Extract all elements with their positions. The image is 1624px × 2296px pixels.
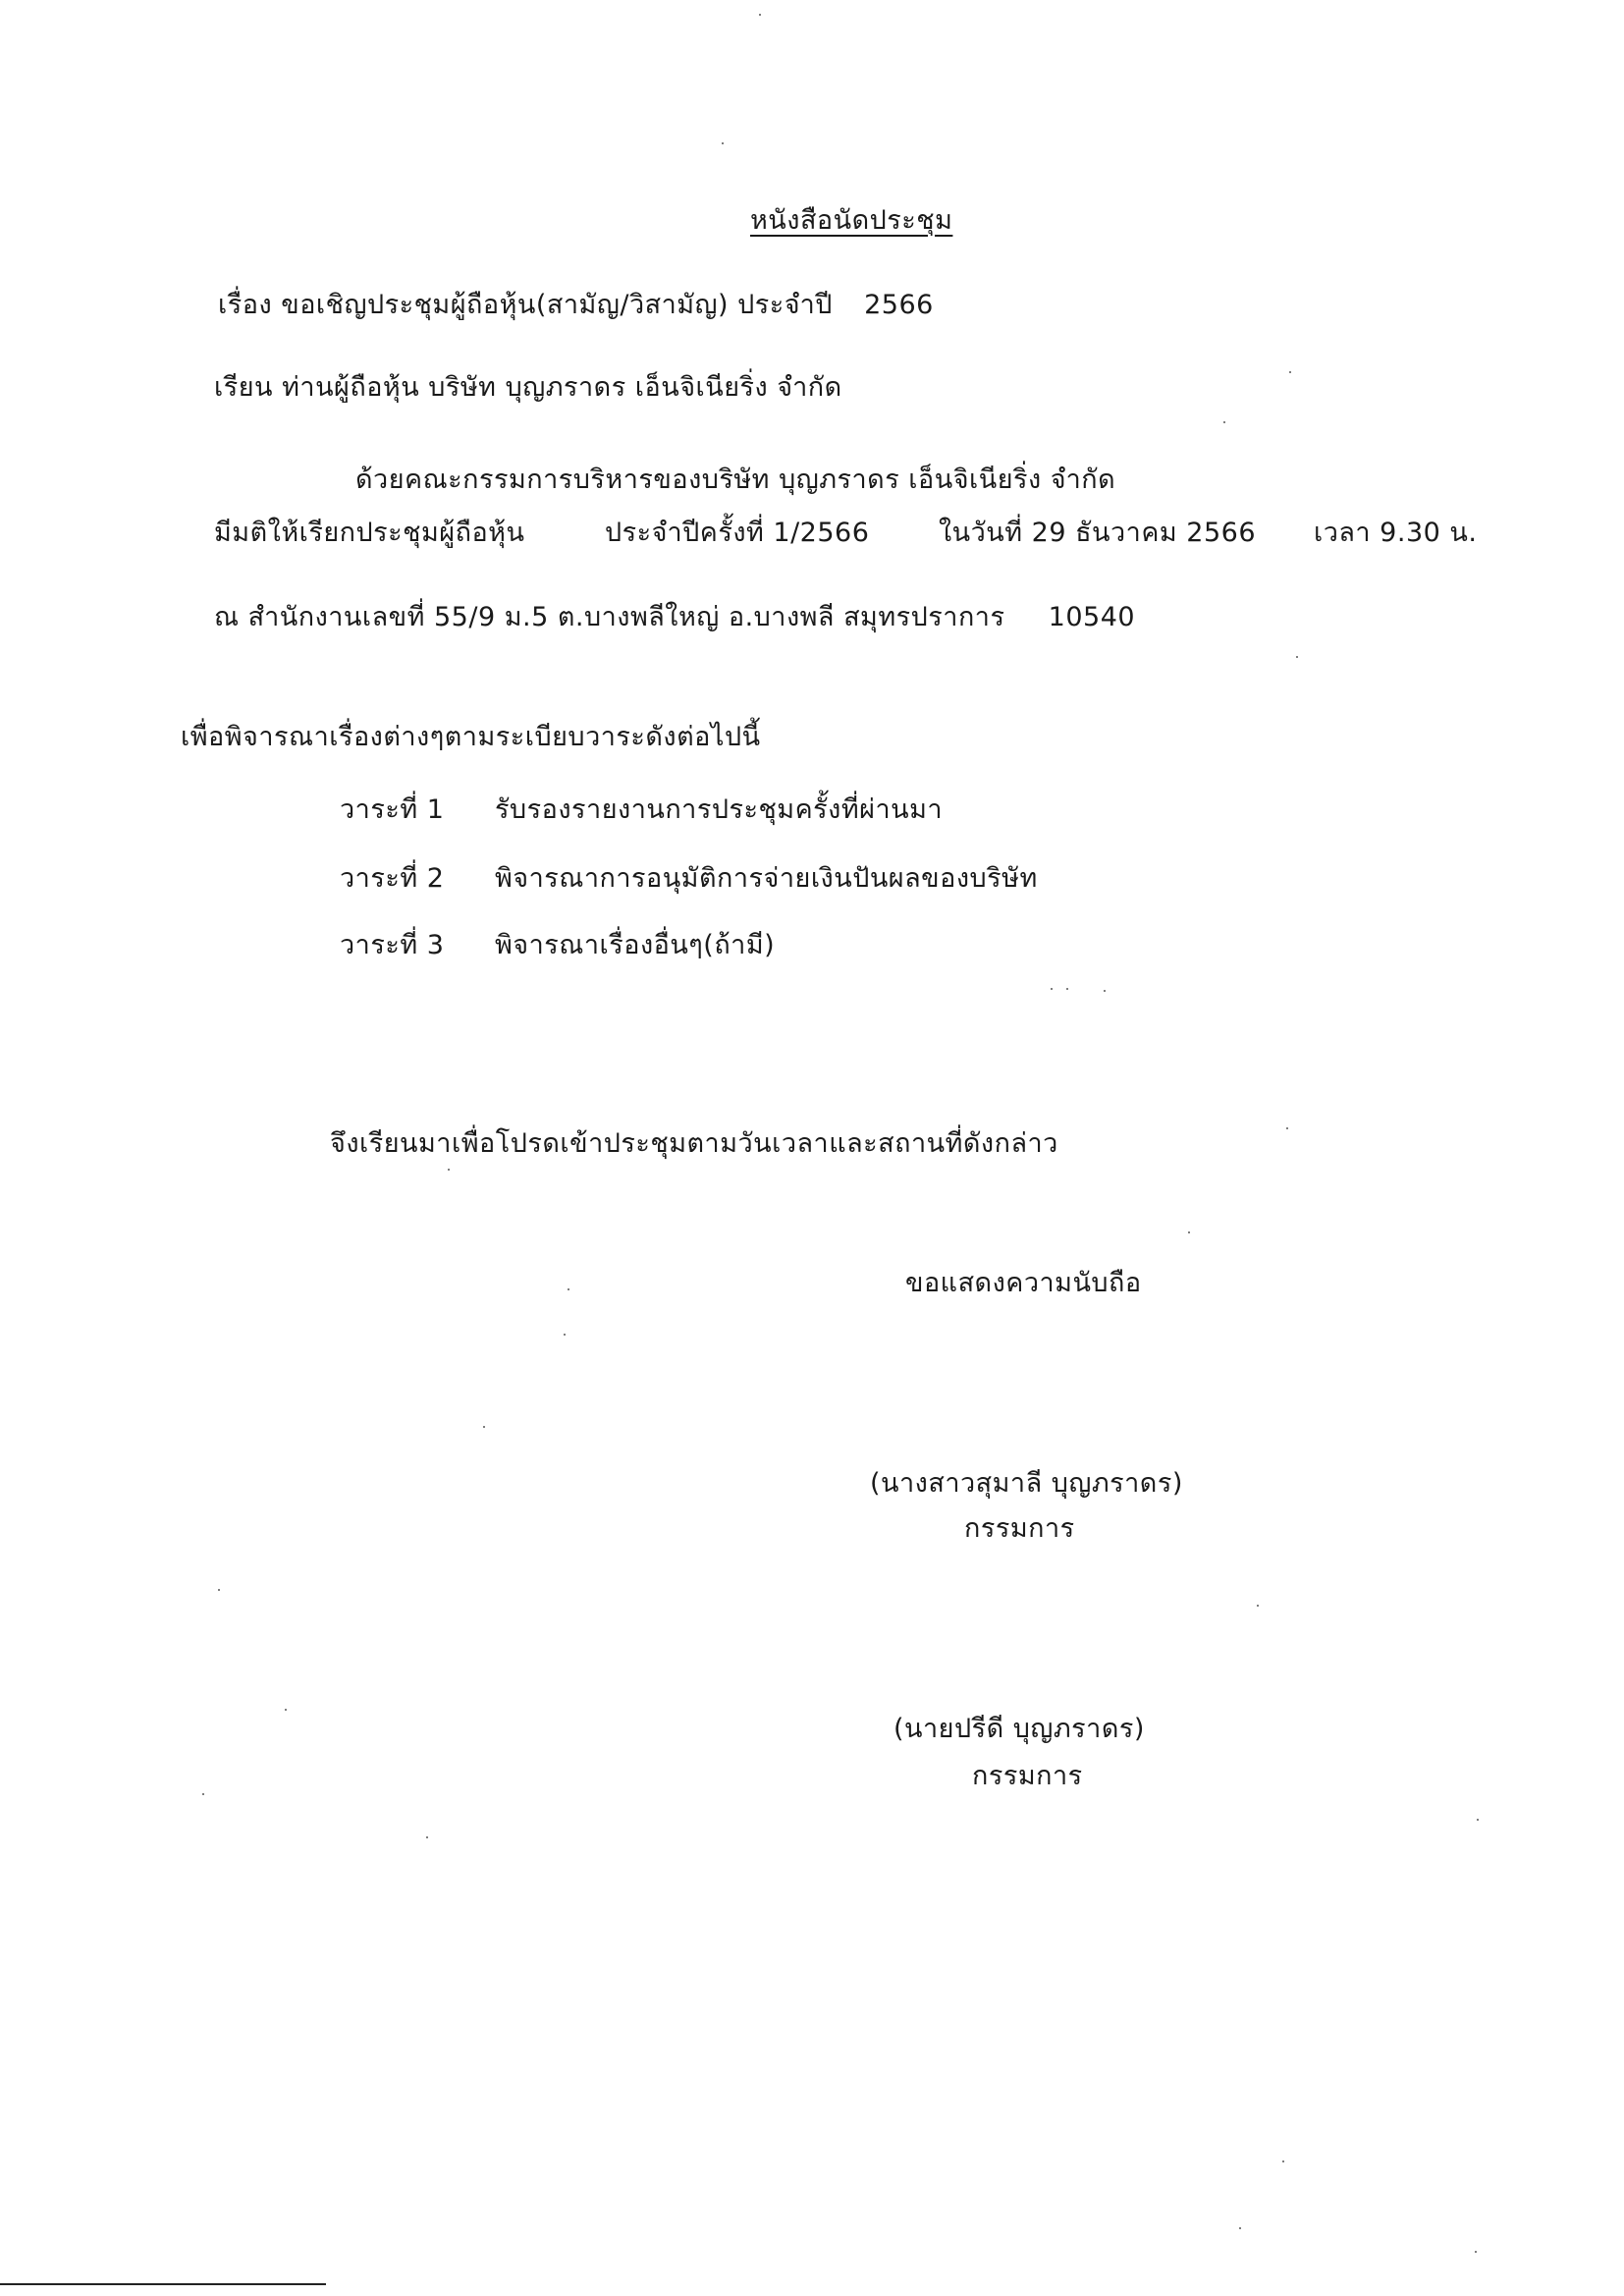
scan-speck — [1286, 1127, 1288, 1129]
subject-year: 2566 — [864, 290, 934, 320]
signatory-name: (นายปรีดี บุญภราดร) — [893, 1714, 1145, 1744]
document-title: หนังสือนัดประชุม — [750, 205, 953, 236]
scan-speck — [564, 1334, 566, 1336]
scan-edge-rule — [0, 2283, 326, 2285]
agenda-item — [340, 793, 944, 827]
scan-speck — [1239, 2227, 1241, 2229]
to-label: เรียน — [214, 372, 274, 403]
scan-speck — [483, 1426, 485, 1428]
scan-speck — [426, 1836, 428, 1838]
scan-speck — [1257, 1605, 1259, 1607]
agenda-item-label: วาระที่ 3 — [340, 930, 445, 960]
signatory-name: (นางสาวสุมาลี บุญภราดร) — [870, 1468, 1183, 1499]
agenda-item-text: รับรองรายงานการประชุมครั้งที่ผ่านมา — [495, 794, 944, 825]
scan-speck — [1289, 371, 1291, 373]
agenda-intro: เพื่อพิจารณาเรื่องต่างๆตามระเบียบวาระดังต่อไปนี้ — [181, 722, 761, 752]
agenda-item-label: วาระที่ 1 — [340, 794, 445, 825]
scan-speck — [722, 142, 724, 144]
subject-text: ขอเชิญประชุมผู้ถือหุ้น(สามัญ/วิสามัญ) ประจำปี — [281, 290, 833, 320]
body-line-1: ด้วยคณะกรรมการบริหารของบริษัท บุญภราดร เอ็นจิเนียริ่ง จำกัด — [355, 465, 1116, 495]
scan-speck — [448, 1169, 450, 1171]
scan-speck — [1296, 656, 1298, 658]
scan-speck — [1223, 421, 1225, 423]
body-line-2 — [214, 517, 1530, 550]
scan-speck — [218, 1589, 220, 1591]
agenda-item — [340, 862, 1038, 896]
signatory-position: กรรมการ — [972, 1761, 1083, 1791]
agenda-item-text: พิจารณาเรื่องอื่นๆ(ถ้ามี) — [495, 930, 776, 960]
scan-speck — [1477, 1819, 1479, 1821]
scan-speck — [1475, 2251, 1477, 2253]
agenda-item-text: พิจารณาการอนุมัติการจ่ายเงินปันผลของบริษัท — [495, 863, 1038, 894]
body-line-2-d: เวลา 9.30 น. — [1314, 518, 1478, 548]
agenda-item-label: วาระที่ 2 — [340, 863, 445, 894]
closing-statement: จึงเรียนมาเพื่อโปรดเข้าประชุมตามวันเวลาและสถานที่ดังกล่าว — [330, 1128, 1058, 1159]
scan-speck — [285, 1709, 287, 1711]
body-line-3-a: ณ สำนักงานเลขที่ 55/9 ม.5 ต.บางพลีใหญ่ อ.บางพลี สมุทรปราการ — [214, 602, 1005, 632]
body-line-2-b: ประจำปีครั้งที่ 1/2566 — [605, 518, 870, 548]
scan-speck — [1188, 1231, 1190, 1233]
scan-speck — [1066, 988, 1068, 990]
scan-speck — [1104, 990, 1106, 992]
to-line — [214, 371, 842, 405]
body-line-2-c: ในวันที่ 29 ธันวาคม 2566 — [939, 518, 1256, 548]
scan-speck — [1282, 2160, 1284, 2162]
subject-line — [218, 289, 934, 322]
scan-speck — [202, 1793, 204, 1795]
body-line-2-a: มีมติให้เรียกประชุมผู้ถือหุ้น — [214, 518, 525, 548]
closing-salutation: ขอแสดงความนับถือ — [905, 1268, 1142, 1298]
scan-speck — [568, 1288, 569, 1290]
to-text: ท่านผู้ถือหุ้น บริษัท บุญภราดร เอ็นจิเนียริ่ง จำกัด — [282, 372, 842, 403]
body-line-3-b: 10540 — [1048, 602, 1136, 632]
body-line-3 — [214, 601, 1135, 634]
scan-speck — [759, 14, 761, 16]
signatory-position: กรรมการ — [964, 1513, 1075, 1544]
scan-speck — [1051, 988, 1053, 990]
agenda-item — [340, 929, 776, 962]
subject-label: เรื่อง — [218, 290, 273, 320]
